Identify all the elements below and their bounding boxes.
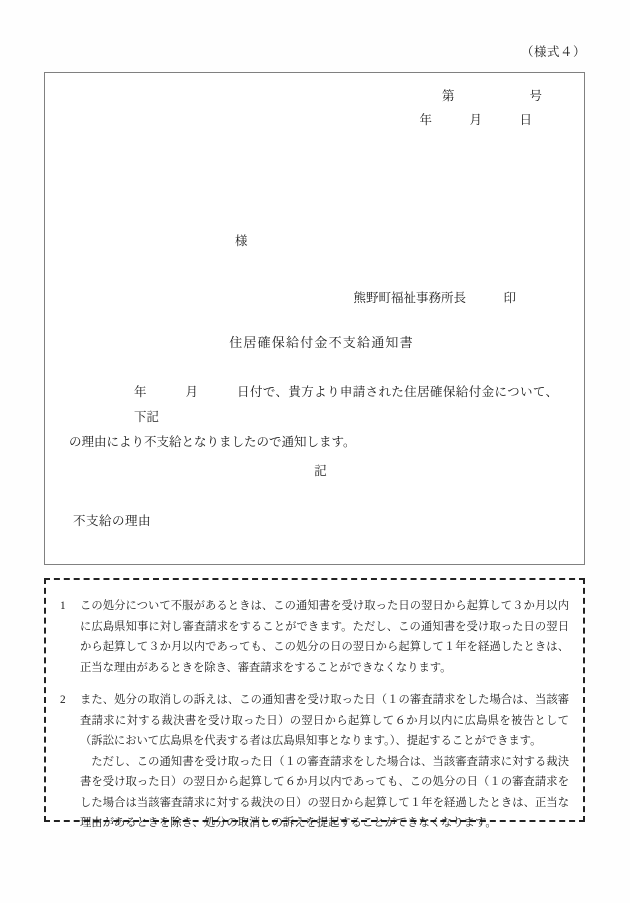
document-date-field: 年 月 日: [419, 112, 532, 127]
notice-main-box: [44, 72, 585, 565]
addressee-field: 様: [235, 234, 248, 248]
clause-2-number: 2: [60, 694, 66, 707]
notice-body-text: [69, 380, 558, 455]
clause-2-body: [80, 690, 569, 834]
clause-1-paragraph-1: この処分について不服があるときは、この通知書を受け取った日の翌日から起算して３か月以内に広島県知事に対し審査請求をすることができます。ただし、この通知書を受け取った日の翌日から起算して３か月以内であっても、この処分の日の翌日から起算して１年を経過したときは、正当な理由があるときを除き、審査請求をすることができなくなります。: [80, 600, 569, 674]
issuer-name-and-seal: 熊野町福祉事務所長 印: [353, 291, 516, 305]
appeal-rights-box: [44, 578, 585, 830]
appeal-clause-2: [60, 690, 569, 834]
clause-1-number: 1: [60, 600, 66, 612]
clause-2-paragraph-2: ただし、この通知書を受け取った日（１の審査請求をした場合は、当該審査請求に対する裁決書を受け取った日）の翌日から起算して６か月以内であっても、この処分の日（１の審査請求をした場合は当該審査請求に対する裁決の日）の翌日から起算して１年を経過したときは、正当な理由があるときを除き、処分の取消しの訴えを提起することができなくなります。: [80, 755, 569, 830]
reason-for-nonpayment-label: 不支給の理由: [73, 514, 152, 528]
document-title: 住居確保給付金不支給通知書: [229, 335, 414, 350]
ki-section-marker: 記: [314, 464, 327, 478]
document-number-field: 第 号: [441, 89, 542, 103]
clause-1-body: [80, 596, 569, 678]
notice-body-line-2: の理由により不支給となりましたので通知します。: [69, 435, 356, 449]
notice-body-line-1: 年 月 日付で、貴方より申請された住居確保給付金について、下記: [134, 385, 558, 424]
document-number-block: [45, 85, 542, 133]
form-number-label: （様式４）: [520, 45, 586, 59]
clause-2-paragraph-1: また、処分の取消しの訴えは、この通知書を受け取った日（１の審査請求をした場合は、当該審査請求に対する裁決書を受け取った日）の翌日から起算して６か月以内に広島県を被告として（訴訟において広島県を代表する者は広島県知事となります。）、提起することができます。: [80, 694, 569, 748]
appeal-clause-1: [60, 596, 569, 678]
